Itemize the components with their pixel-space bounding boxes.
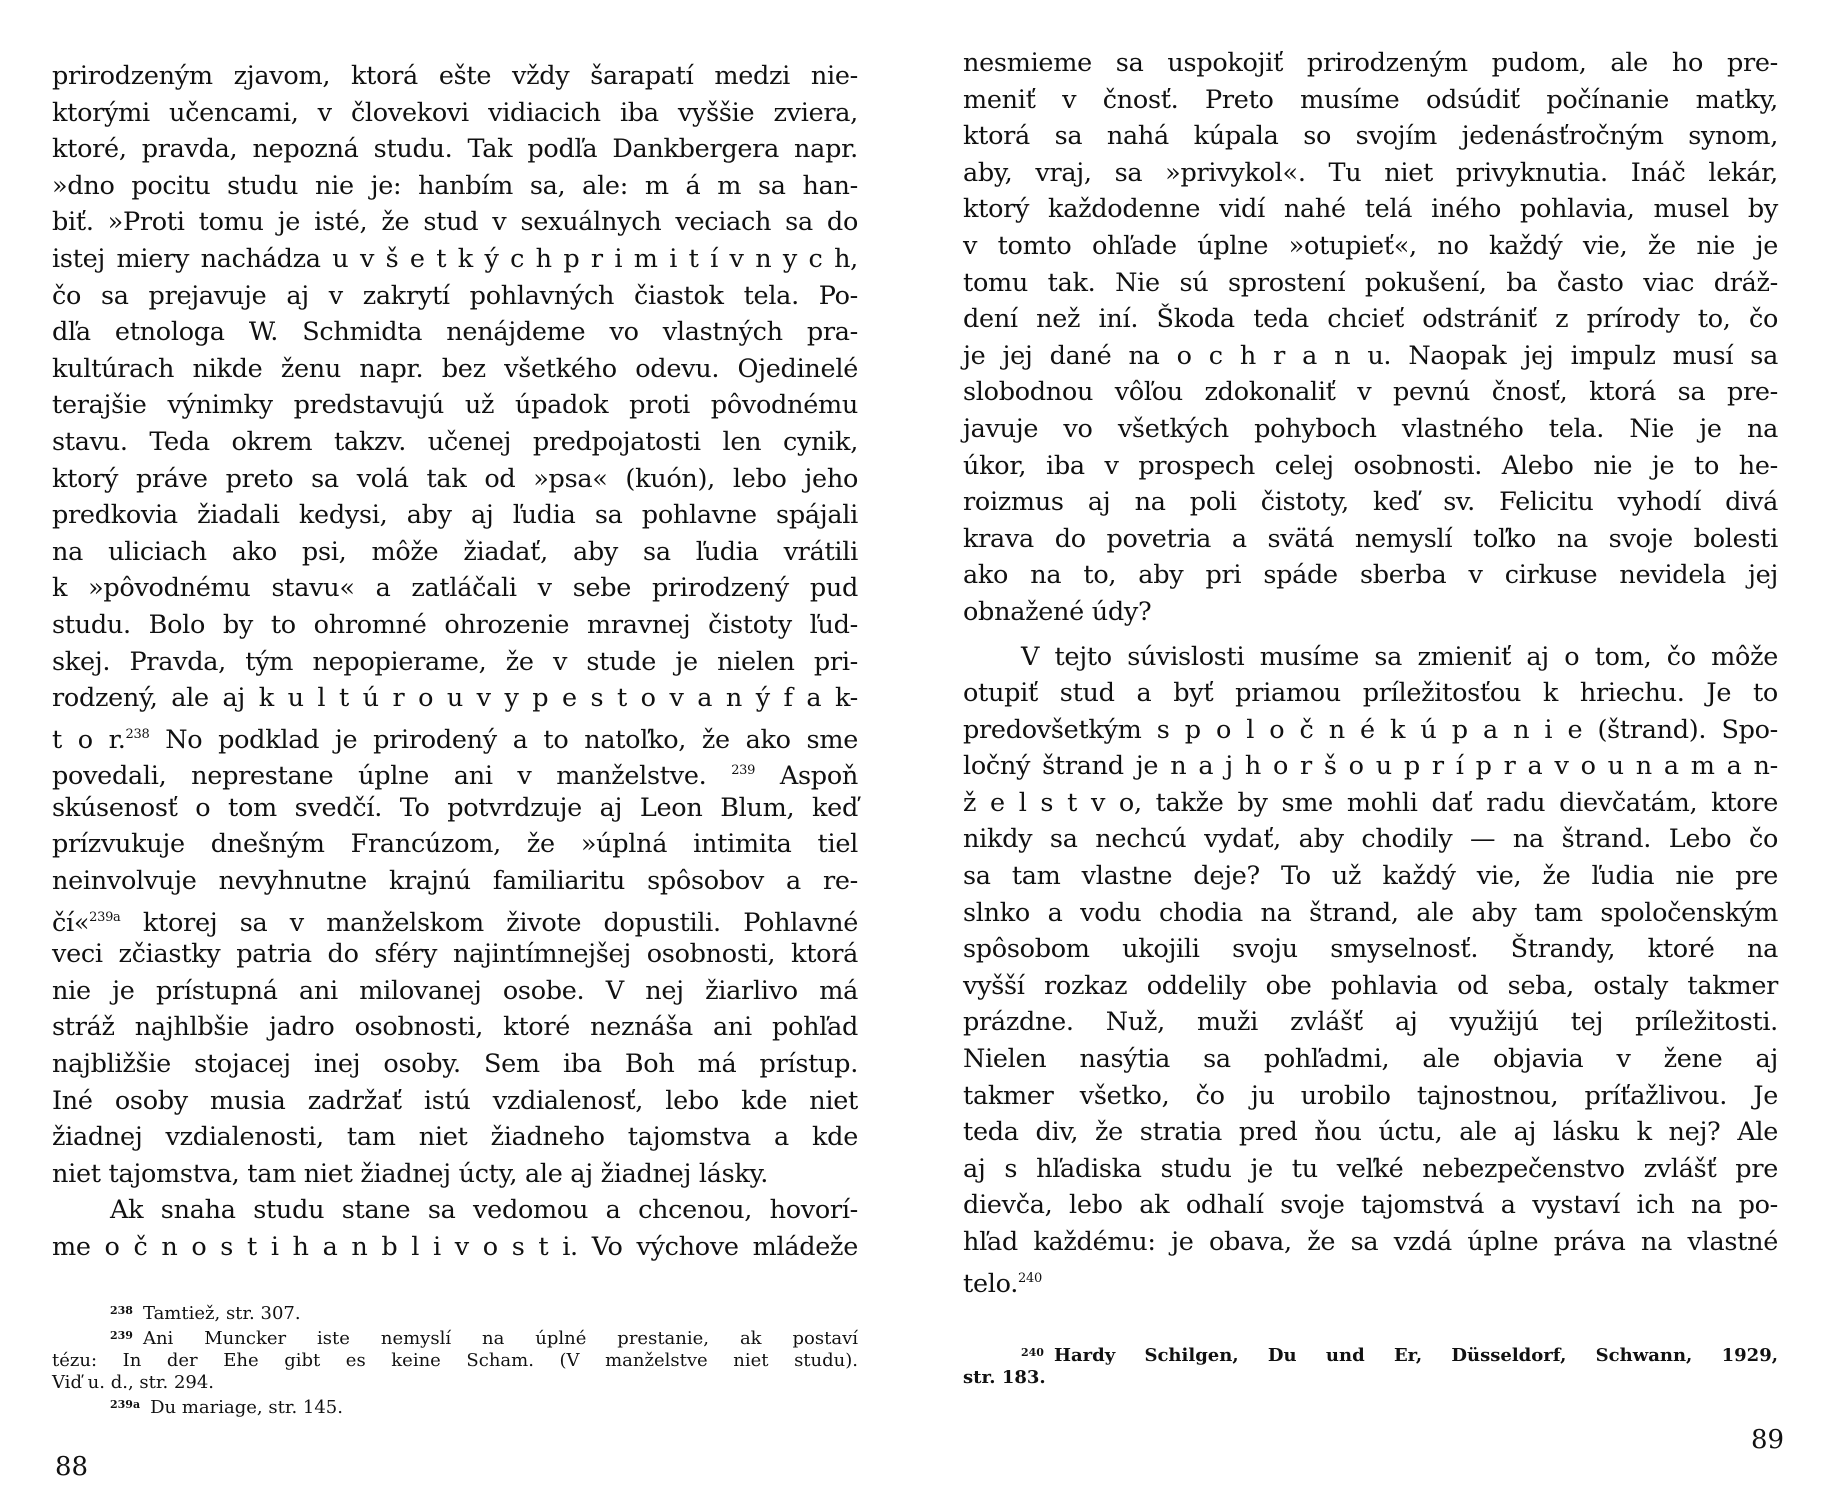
text-line: terajšie výnimky predstavujú už úpadok proti pôvodnému (52, 390, 858, 421)
right-page (911, 0, 1822, 1500)
text-line: ločný štrand je n a j h o r š o u p r í p r a v o u n a m a n- (963, 751, 1778, 782)
text-line: niet tajomstva, tam niet žiadnej úcty, ale aj žiadnej lásky. (52, 1158, 769, 1189)
footnote-239a (52, 1394, 858, 1419)
text-line: sa tam vlastne deje? To už každý vie, že ľudia nie pre (963, 861, 1778, 892)
text-segment: No podklad je prirodený a to natoľko, že ako sme (165, 724, 858, 755)
footnote-mark: 239 (110, 1329, 133, 1342)
page-number-left: 88 (55, 1452, 89, 1482)
text-line: veci zčiastky patria do sféry najintímnejšej osobnosti, ktorá (52, 939, 858, 970)
footnote-239-cont: tézu: In der Ehe gibt es keine Scham. (V manželstve niet studu). (52, 1350, 858, 1371)
text-line: stráž najhlbšie jadro osobnosti, ktoré neznáša ani pohľad (52, 1012, 858, 1043)
text-line: ako na to, aby pri spáde sberba v cirkuse nevidela jej (963, 560, 1778, 591)
text-line: takmer všetko, čo ju urobilo tajnostnou, príťažlivou. Je (963, 1080, 1778, 1111)
text-line: najbližšie stojacej inej osoby. Sem iba Boh má prístup. (52, 1049, 858, 1080)
footnote-mark: 238 (110, 1304, 133, 1317)
footnote-ref-239[interactable]: 239 (731, 763, 756, 779)
text-segment: Aspoň (779, 761, 858, 792)
text-line: spôsobom ukojili svoju smyselnosť. Štrandy, ktoré na (963, 934, 1778, 965)
footnote-ref-238[interactable]: 238 (125, 726, 150, 742)
text-line: studu. Bolo by to ohromné ohrozenie mravnej čistoty ľud- (52, 609, 858, 640)
text-line: k »pôvodnému stavu« a zatláčali v sebe prirodzený pud (52, 573, 858, 604)
text-line: neinvolvuje nevyhnutne krajnú familiaritu spôsobov a re- (52, 866, 858, 897)
text-line: »dno pocitu studu nie je: hanbím sa, ale: m á m sa han- (52, 170, 858, 201)
text-line: roizmus aj na poli čistoty, keď sv. Felicitu vyhodí divá (963, 487, 1778, 518)
footnote-text: Hardy Schilgen, Du und Er, Düsseldorf, Schwann, 1929, (1053, 1345, 1778, 1366)
text-line: úkor, iba v prospech celej osobnosti. Alebo nie je to he- (963, 450, 1778, 481)
text-line (52, 900, 858, 937)
footnote-238 (52, 1300, 858, 1325)
text-segment: ktorej sa v manželskom živote dopustili. Pohlavné (142, 907, 858, 938)
text-line: kultúrach nikde ženu napr. bez všetkého odevu. Ojedinelé (52, 353, 858, 384)
text-line: me o č n o s t i h a n b l i v o s t i. Vo výchove mládeže (52, 1232, 858, 1262)
paragraph-start-line: Ak snaha studu stane sa vedomou a chcenou, hovorí- (110, 1195, 858, 1226)
text-line: dievča, lebo ak odhalí svoje tajomstvá a vystaví ich na po- (963, 1190, 1778, 1221)
text-line (52, 717, 858, 754)
text-segment: telo. (963, 1268, 1019, 1299)
footnote-text: Du mariage, str. 145. (150, 1397, 343, 1418)
footnote-239-cont: Viď u. d., str. 294. (52, 1372, 215, 1393)
text-segment: čí« (52, 907, 90, 938)
text-line (963, 1261, 1778, 1298)
left-footnotes (52, 1300, 858, 1419)
text-line: Iné osoby musia zadržať istú vzdialenosť, lebo kde niet (52, 1085, 858, 1116)
text-line: ktorý práve preto sa volá tak od »psa« (kuón), lebo jeho (52, 463, 858, 494)
spaced-text: t o r. (52, 724, 126, 755)
footnote-240-cont: str. 183. (963, 1367, 1046, 1388)
text-line: slnko a vodu chodia na štrand, ale aby tam spoločenským (963, 897, 1778, 928)
text-line: hľad každému: je obava, že sa vzdá úplne práva na vlastné (963, 1227, 1778, 1257)
text-line: žiadnej vzdialenosti, tam niet žiadneho tajomstva a kde (52, 1122, 858, 1153)
footnote-ref-240[interactable]: 240 (1018, 1270, 1042, 1286)
footnote-240 (963, 1342, 1778, 1367)
text-line: predkovia žiadali kedysi, aby aj ľudia sa pohlavne spájali (52, 500, 858, 531)
text-line: na uliciach ako psi, môže žiadať, aby sa ľudia vrátili (52, 536, 858, 567)
text-line: v tomto ohľade úplne »otupieť«, no každý vie, že nie je (963, 230, 1778, 261)
text-line: aj s hľadiska studu je tu veľké nebezpečenstvo zvlášť pre (963, 1153, 1778, 1184)
text-line: krava do povetria a svätá nemyslí toľko na svoje bolesti (963, 523, 1778, 554)
text-line: stavu. Teda okrem takzv. učenej predpojatosti len cynik, (52, 426, 858, 457)
text-line: ktoré, pravda, nepozná studu. Tak podľa Dankbergera napr. (52, 134, 858, 165)
text-line: ktorá sa nahá kúpala so svojím jedenásťročným synom, (963, 121, 1778, 152)
text-segment: povedali, neprestane úplne ani v manželstve. (52, 761, 707, 792)
text-line: Nielen nasýtia sa pohľadmi, ale objavia v žene aj (963, 1044, 1778, 1075)
footnote-ref-239a[interactable]: 239a (89, 909, 121, 925)
text-line: nie je prístupná ani milovanej osobe. V nej žiarlivo má (52, 975, 858, 1006)
text-line: skej. Pravda, tým nepopierame, že v stude je nielen pri- (52, 646, 858, 677)
text-line: vyšší rozkaz oddelily obe pohlavia od seba, ostaly takmer (963, 970, 1778, 1001)
page-number-right: 89 (1751, 1425, 1785, 1455)
text-line: prázdne. Nuž, muži zvlášť aj využijú tej príležitosti. (963, 1007, 1778, 1038)
text-line: dľa etnologa W. Schmidta nenájdeme vo vlastných pra- (52, 317, 858, 348)
text-line: biť. »Proti tomu je isté, že stud v sexuálnych veciach sa do (52, 207, 858, 238)
text-line: rodzený, ale aj k u l t ú r o u v y p e s t o v a n ý f a k- (52, 683, 858, 714)
footnote-text: Tamtiež, str. 307. (142, 1303, 301, 1324)
text-line: tomu tak. Nie sú sprostení pokušení, ba často viac dráž- (963, 267, 1778, 298)
text-line: dení než iní. Škoda teda chcieť odstrániť z prírody to, čo (963, 304, 1778, 335)
paragraph-start-line: V tejto súvislosti musíme sa zmieniť aj o tom, čo môže (1021, 641, 1778, 672)
text-line: teda div, že stratia pred ňou úctu, ale aj lásku k nej? Ale (963, 1117, 1778, 1148)
footnote-mark: 240 (1021, 1346, 1044, 1359)
text-line: nesmieme sa uspokojiť prirodzeným pudom, ale ho pre- (963, 48, 1778, 78)
text-line: čo sa prejavuje aj v zakrytí pohlavných čiastok tela. Po- (52, 280, 858, 311)
footnote-239 (52, 1325, 858, 1350)
text-line: javuje vo všetkých pohyboch vlastného tela. Nie je na (963, 413, 1778, 444)
text-line: nikdy sa nechcú vydať, aby chodily — na štrand. Lebo čo (963, 824, 1778, 855)
text-line: je jej dané na o c h r a n u. Naopak jej impulz musí sa (963, 340, 1778, 371)
footnote-mark: 239a (110, 1398, 141, 1411)
text-line: ktorý každodenne vidí nahé telá iného pohlavia, musel by (963, 194, 1778, 225)
text-line: meniť v čnosť. Preto musíme odsúdiť počínanie matky, (963, 84, 1778, 115)
text-line: obnažené údy? (963, 596, 1152, 627)
text-line: prízvukuje dnešným Francúzom, že »úplná intimita tiel (52, 829, 858, 860)
text-line: istej miery nachádza u v š e t k ý c h p r i m i t í v n y c h, (52, 243, 858, 274)
text-line (52, 753, 858, 790)
text-line: ktorými učencami, v človekovi vidiacich iba vyššie zviera, (52, 97, 858, 128)
text-line: prirodzeným zjavom, ktorá ešte vždy šarapatí medzi nie- (52, 61, 858, 91)
text-line: skúsenosť o tom svedčí. To potvrdzuje aj Leon Blum, keď (52, 792, 858, 823)
right-body-text (963, 45, 1778, 1297)
text-line: slobodnou vôľou zdokonaliť v pevnú čnosť, ktorá sa pre- (963, 377, 1778, 408)
text-line: otupiť stud a byť priamou príležitosťou k hriechu. Je to (963, 678, 1778, 709)
footnote-text: Ani Muncker iste nemyslí na úplné prestanie, ak postaví (142, 1328, 858, 1349)
text-line: ž e l s t v o, takže by sme mohli dať radu dievčatám, ktore (963, 787, 1778, 818)
right-footnotes (963, 1342, 1778, 1389)
left-body-text (52, 58, 858, 1266)
text-line: aby, vraj, sa »privykol«. Tu niet privyknutia. Ináč lekár, (963, 157, 1778, 188)
text-line: predovšetkým s p o l o č n é k ú p a n i e (štrand). Spo- (963, 714, 1778, 745)
